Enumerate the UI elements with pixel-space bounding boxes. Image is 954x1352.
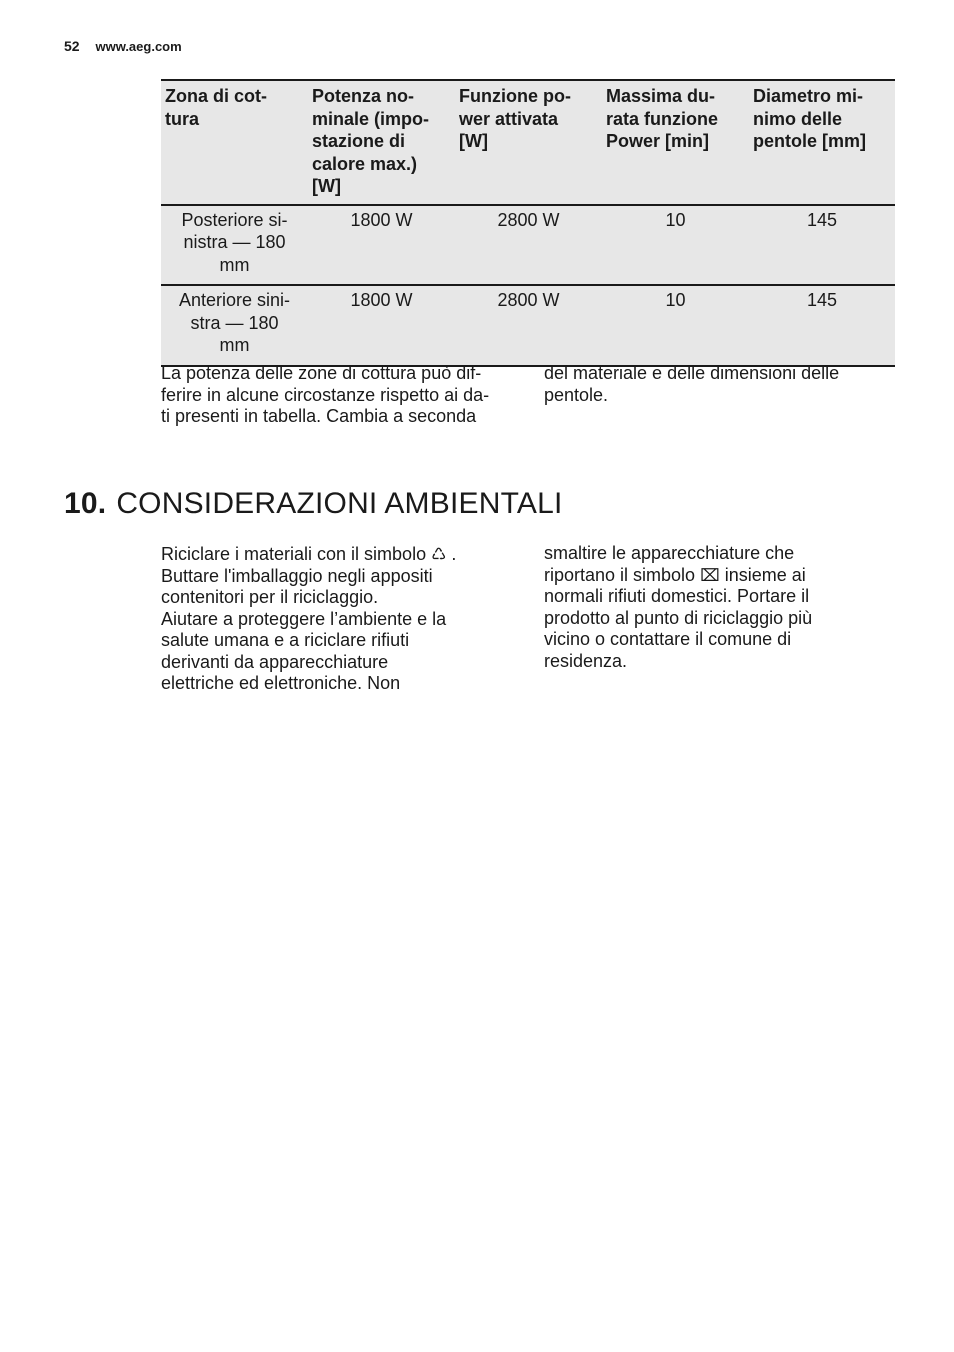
- paragraph-text: normali rifiuti domestici. Portare il prodotto al punto di riciclaggio più vicino o contattare il comune di residenza.: [544, 586, 813, 671]
- paragraph-text: Buttare l'imballaggio negli appositi contenitori per il riciclaggio. Aiutare a proteggere l’ambiente e la salute umana e a riciclare rifiuti derivanti da apparecchiature elettriche ed elettroniche. Non: [161, 565, 447, 693]
- paragraph-line: [544, 565, 894, 587]
- table-cell: 1800 W: [308, 205, 455, 286]
- section-title: CONSIDERAZIONI AMBIENTALI: [116, 487, 563, 520]
- table-row: [161, 285, 895, 366]
- section-number: 10.: [64, 487, 107, 520]
- column-header-max-duration: Massima du- rata funzione Power [min]: [602, 80, 749, 205]
- power-note-right: del materiale e delle dimensioni delle pentole.: [544, 363, 840, 405]
- table-row: [161, 205, 895, 286]
- page-header: [64, 38, 182, 54]
- table-cell: 145: [749, 285, 895, 366]
- environment-text-right: [544, 543, 894, 672]
- power-note-left: La potenza delle zone di cottura può dif- ferire in alcune circostanze rispetto ai da- ti presenti in tabella. Cambia a seconda: [161, 363, 490, 426]
- environment-text-left: [161, 544, 501, 695]
- column-header-nominal-power: Potenza no- minale (impo- stazione di calore max.) [W]: [308, 80, 455, 205]
- table-cell: Posteriore si- nistra — 180 mm: [161, 205, 308, 286]
- column-header-power-function: Funzione po- wer attivata [W]: [455, 80, 602, 205]
- paragraph-line: smaltire le apparecchiature che: [544, 543, 795, 563]
- table-cell: Anteriore sini- stra — 180 mm: [161, 285, 308, 366]
- cooking-zone-table: [161, 79, 895, 367]
- section-heading: [64, 487, 563, 521]
- crossed-bin-icon: ⌧: [700, 565, 720, 585]
- table-cell: 2800 W: [455, 285, 602, 366]
- column-header-zone: Zona di cot- tura: [161, 80, 308, 205]
- table-cell: 10: [602, 285, 749, 366]
- recycling-icon: ♺: [431, 545, 447, 564]
- table-cell: 2800 W: [455, 205, 602, 286]
- website-url[interactable]: www.aeg.com: [95, 39, 182, 54]
- text-fragment: Riciclare i materiali con il simbolo: [161, 544, 427, 564]
- table-cell: 145: [749, 205, 895, 286]
- table-header-row: [161, 80, 895, 205]
- column-header-min-diameter: Diametro mi- nimo delle pentole [mm]: [749, 80, 895, 205]
- page-number: 52: [64, 38, 80, 54]
- text-fragment: insieme ai: [724, 564, 806, 585]
- text-fragment: .: [451, 544, 457, 564]
- table-cell: 1800 W: [308, 285, 455, 366]
- table-cell: 10: [602, 205, 749, 286]
- paragraph-line: [161, 544, 501, 566]
- text-fragment: riportano il simbolo: [544, 564, 696, 585]
